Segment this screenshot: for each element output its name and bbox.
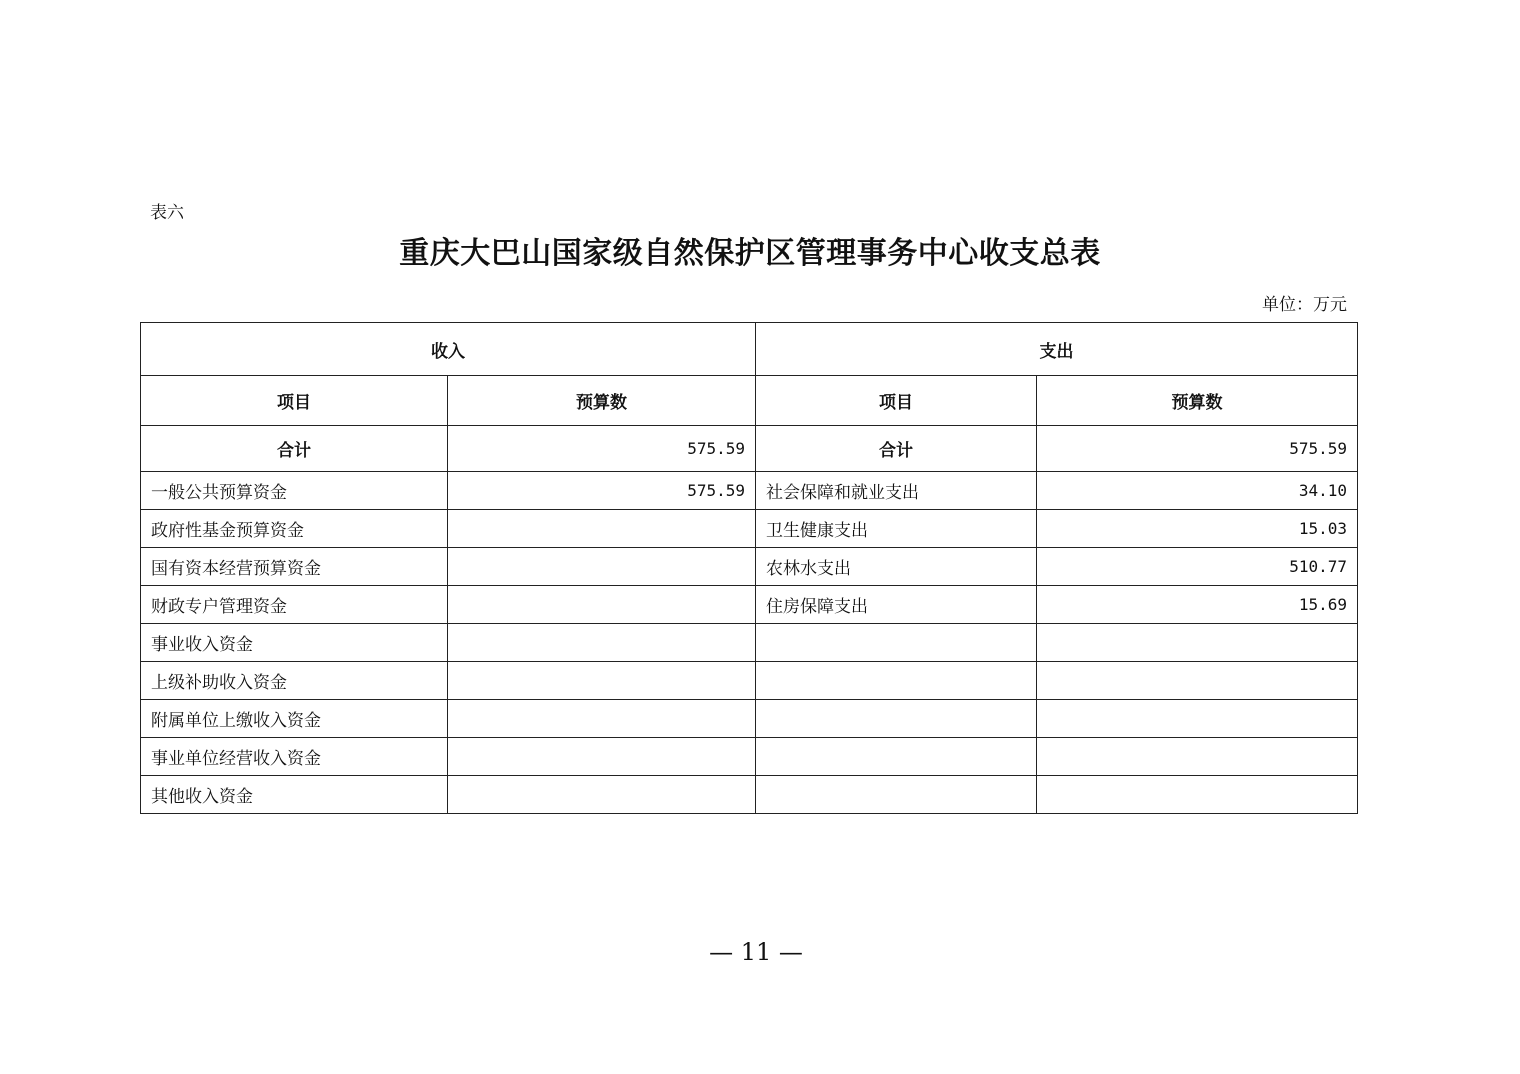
income-total-value: 575.59 [448,426,756,472]
table-row [141,738,1358,776]
expense-item-header: 项目 [756,376,1037,426]
expense-total-label: 合计 [756,426,1037,472]
expense-value: 15.69 [1037,586,1358,624]
income-item: 事业单位经营收入资金 [141,738,448,776]
budget-table [140,322,1358,814]
income-item: 其他收入资金 [141,776,448,814]
income-value [448,738,756,776]
income-item: 政府性基金预算资金 [141,510,448,548]
page-title: 重庆大巴山国家级自然保护区管理事务中心收支总表 [399,236,1101,271]
income-item-header: 项目 [141,376,448,426]
table-column-header-row [141,376,1358,426]
total-row [141,426,1358,472]
expense-item [756,738,1037,776]
expense-item [756,700,1037,738]
income-value: 575.59 [448,472,756,510]
expense-value: 510.77 [1037,548,1358,586]
income-value [448,776,756,814]
expense-total-value: 575.59 [1037,426,1358,472]
income-item: 财政专户管理资金 [141,586,448,624]
expense-value: 15.03 [1037,510,1358,548]
income-value [448,548,756,586]
expense-item: 卫生健康支出 [756,510,1037,548]
expense-header: 支出 [756,323,1358,376]
expense-item [756,662,1037,700]
expense-value [1037,662,1358,700]
income-item: 上级补助收入资金 [141,662,448,700]
table-row [141,662,1358,700]
expense-value: 34.10 [1037,472,1358,510]
expense-value [1037,624,1358,662]
table-row [141,700,1358,738]
income-value [448,700,756,738]
income-item: 国有资本经营预算资金 [141,548,448,586]
expense-value [1037,776,1358,814]
income-item: 事业收入资金 [141,624,448,662]
page-number: — 11 — [709,938,803,966]
income-value [448,624,756,662]
expense-budget-header: 预算数 [1037,376,1358,426]
income-header: 收入 [141,323,756,376]
table-label: 表六 [150,203,184,223]
table-row [141,624,1358,662]
expense-value [1037,738,1358,776]
table-row [141,510,1358,548]
income-value [448,510,756,548]
expense-item: 住房保障支出 [756,586,1037,624]
income-budget-header: 预算数 [448,376,756,426]
expense-value [1037,700,1358,738]
expense-item: 社会保障和就业支出 [756,472,1037,510]
table-row [141,472,1358,510]
unit-note: 单位：万元 [1262,295,1347,315]
table-row [141,776,1358,814]
income-total-label: 合计 [141,426,448,472]
income-item: 附属单位上缴收入资金 [141,700,448,738]
table-group-header-row [141,323,1358,376]
expense-item: 农林水支出 [756,548,1037,586]
table-row [141,586,1358,624]
table-row [141,548,1358,586]
expense-item [756,776,1037,814]
income-item: 一般公共预算资金 [141,472,448,510]
income-value [448,586,756,624]
income-value [448,662,756,700]
expense-item [756,624,1037,662]
